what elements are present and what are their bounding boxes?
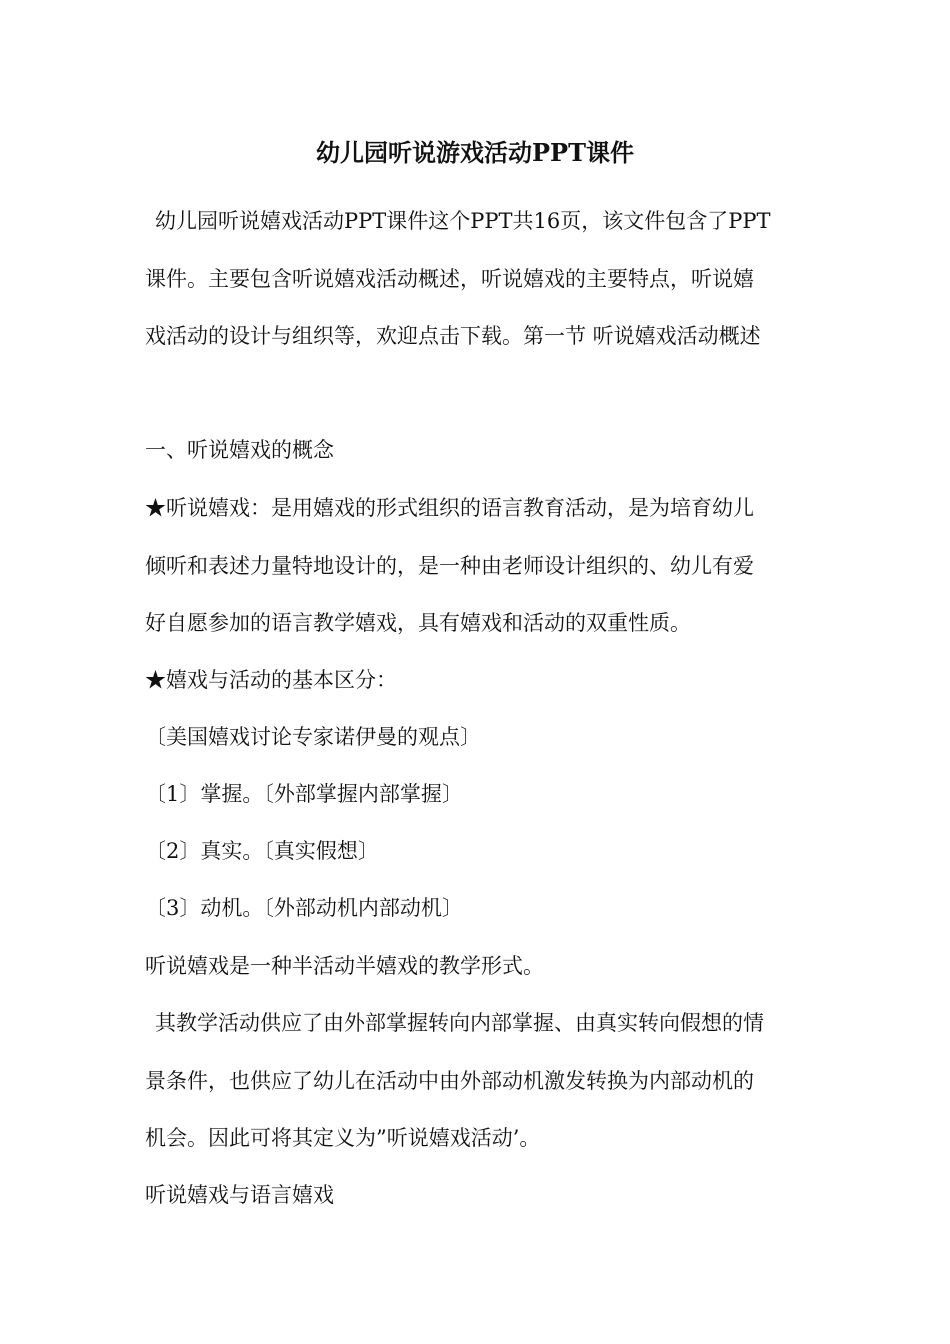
definition-line-3: 好自愿参加的语言教学嬉戏，具有嬉戏和活动的双重性质。 — [145, 611, 691, 635]
intro-line-1: 幼儿园听说嬉戏活动PPT课件这个PPT共16页，该文件包含了PPT — [155, 209, 771, 233]
distinction-heading: ★嬉戏与活动的基本区分： — [145, 668, 397, 692]
definition-line-1: ★听说嬉戏：是用嬉戏的形式组织的语言教育活动，是为培育幼儿 — [145, 496, 754, 520]
summary-line: 听说嬉戏是一种半活动半嬉戏的教学形式。 — [145, 954, 544, 978]
intro-line-3: 戏活动的设计与组织等，欢迎点击下载。第一节 听说嬉戏活动概述 — [145, 324, 761, 348]
next-heading: 听说嬉戏与语言嬉戏 — [145, 1183, 334, 1207]
list-item-2: 〔2〕真实。〔真实假想〕 — [145, 839, 379, 863]
list-item-3: 〔3〕动机。〔外部动机内部动机〕 — [145, 896, 463, 920]
document-title: 幼儿园听说游戏活动PPT课件 — [316, 138, 634, 167]
explanation-line-1: 其教学活动供应了由外部掌握转向内部掌握、由真实转向假想的情 — [155, 1011, 764, 1035]
intro-line-2: 课件。主要包含听说嬉戏活动概述，听说嬉戏的主要特点，听说嬉 — [145, 267, 754, 291]
explanation-line-2: 景条件，也供应了幼儿在活动中由外部动机激发转换为内部动机的 — [145, 1069, 754, 1093]
source-note: 〔美国嬉戏讨论专家诺伊曼的观点〕 — [145, 725, 481, 749]
list-item-1: 〔1〕掌握。〔外部掌握内部掌握〕 — [145, 782, 463, 806]
explanation-line-3: 机会。因此可将其定义为”听说嬉戏活动’。 — [145, 1126, 541, 1150]
section-heading: 一、听说嬉戏的概念 — [145, 438, 334, 462]
definition-line-2: 倾听和表述力量特地设计的，是一种由老师设计组织的、幼儿有爱 — [145, 554, 754, 578]
